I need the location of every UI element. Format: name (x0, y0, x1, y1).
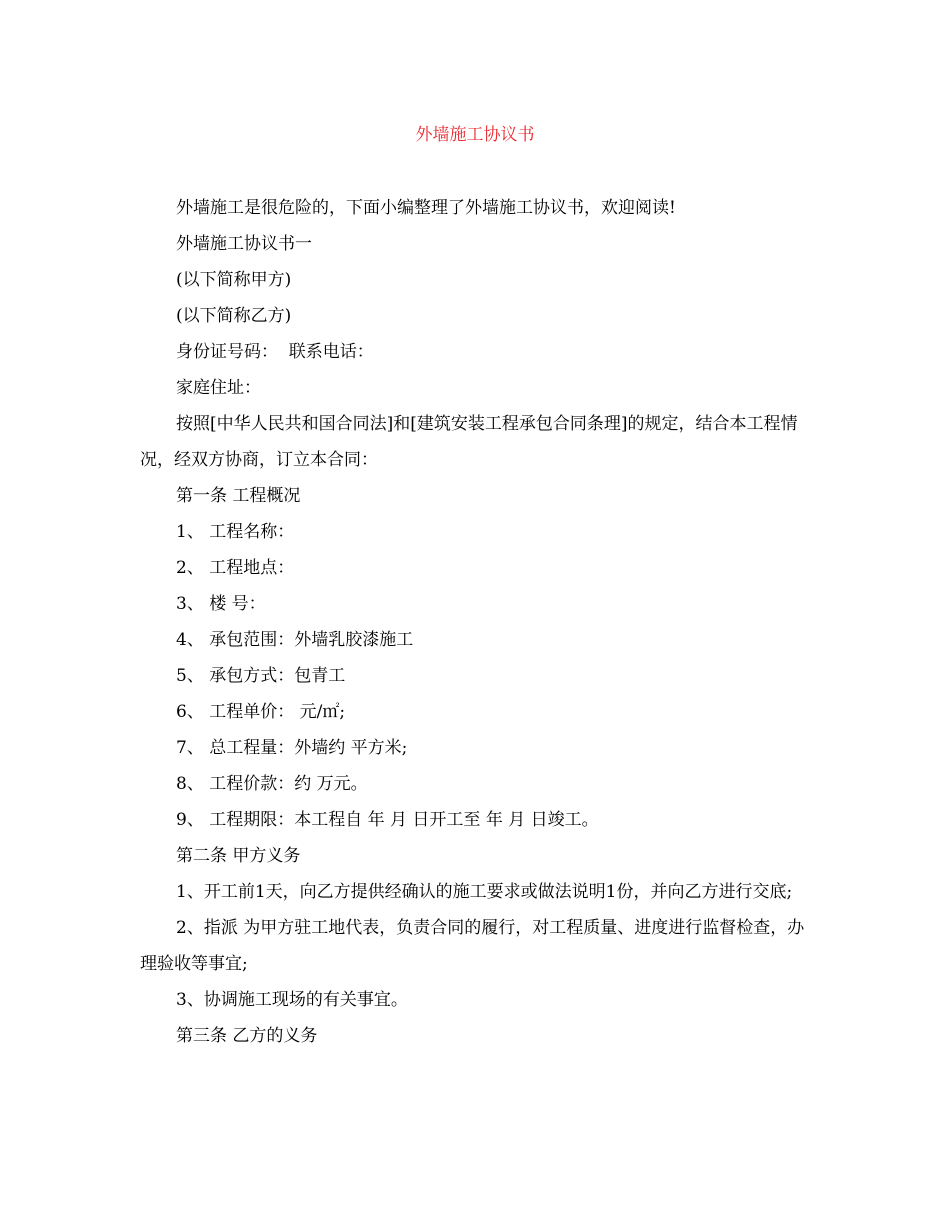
list-item: 2、指派 为甲方驻工地代表，负责合同的履行，对工程质量、进度进行监督检查，办理验收等事宜; (140, 918, 805, 974)
list-item: 5、 承包方式：包青工 (176, 666, 346, 686)
intro-paragraph: 外墙施工是很危险的，下面小编整理了外墙施工协议书，欢迎阅读! (176, 198, 676, 218)
article-1-heading: 第一条 工程概况 (176, 486, 301, 506)
list-item: 1、 工程名称： (176, 522, 295, 542)
id-phone-line: 身份证号码： 联系电话： (176, 342, 374, 362)
document-body (140, 190, 812, 1054)
party-b-line: (以下简称乙方) (176, 306, 292, 326)
list-item: 1、开工前1天，向乙方提供经确认的施工要求或做法说明1份，并向乙方进行交底; (176, 882, 793, 902)
list-item: 6、 工程单价： 元/㎡; (176, 702, 346, 722)
list-item: 7、 总工程量：外墙约 平方米; (176, 738, 408, 758)
list-item: 9、 工程期限：本工程自 年 月 日开工至 年 月 日竣工。 (176, 810, 599, 830)
list-item: 3、协调施工现场的有关事宜。 (176, 990, 408, 1010)
address-line: 家庭住址： (176, 378, 261, 398)
list-item: 3、 楼 号： (176, 594, 266, 614)
party-a-line: (以下简称甲方) (176, 270, 292, 290)
list-item: 8、 工程价款：约 万元。 (176, 774, 368, 794)
article-3-heading: 第三条 乙方的义务 (176, 1026, 318, 1046)
agreement-heading: 外墙施工协议书一 (176, 234, 312, 254)
document-title: 外墙施工协议书 (415, 125, 535, 145)
list-item: 4、 承包范围：外墙乳胶漆施工 (176, 630, 414, 650)
preamble-paragraph: 按照[中华人民共和国合同法]和[建筑安装工程承包合同条理]的规定，结合本工程情况，经双方协商，订立本合同： (140, 414, 798, 470)
article-2-heading: 第二条 甲方义务 (176, 846, 301, 866)
list-item: 2、 工程地点： (176, 558, 295, 578)
